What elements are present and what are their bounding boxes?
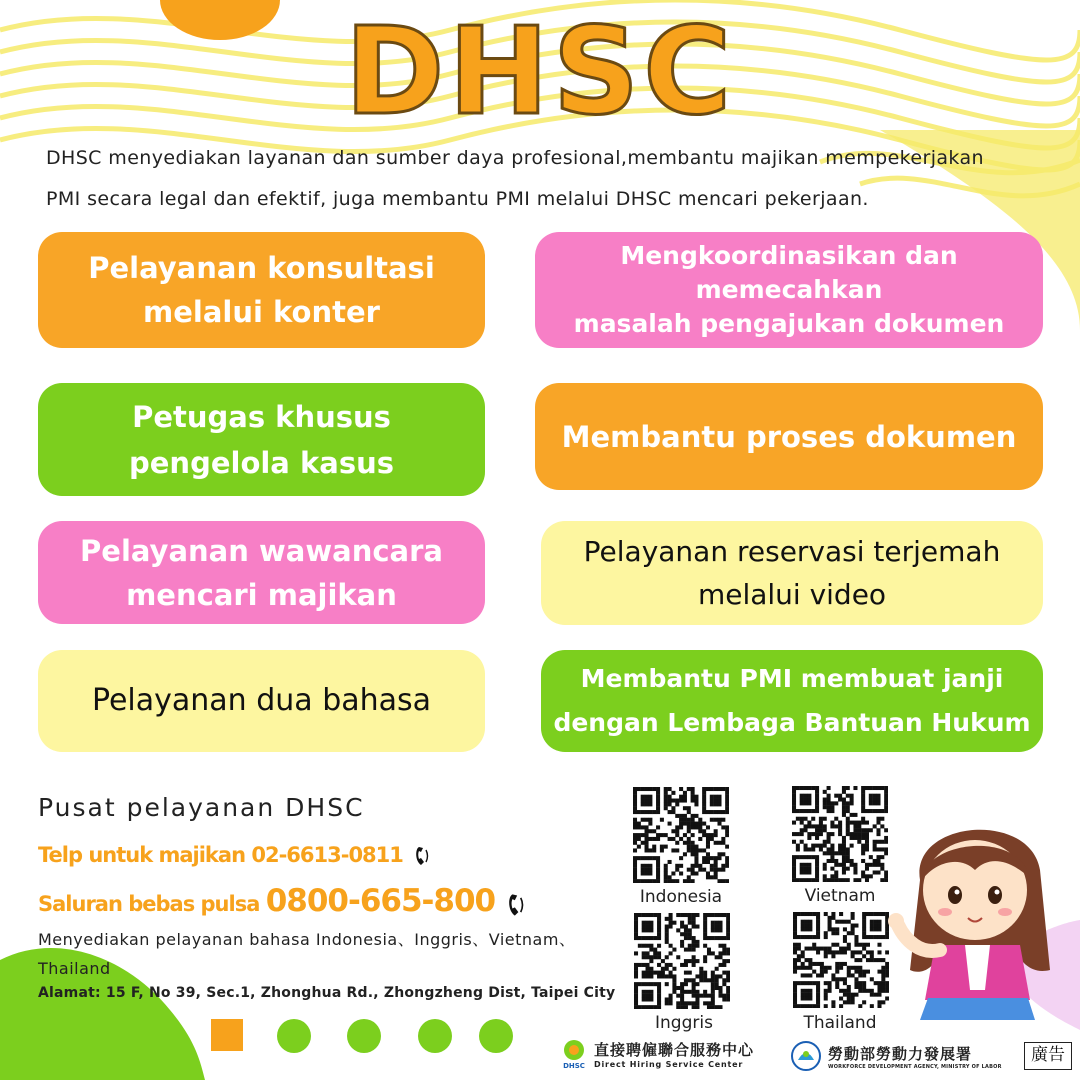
service-card-konsultasi [38, 232, 485, 348]
hotline-number[interactable]: 0800-665-800 [265, 883, 496, 919]
qr-code-indonesia[interactable] [633, 787, 729, 883]
qr-pattern [634, 913, 730, 1009]
qr-label-vietnam: Vietnam [804, 886, 876, 906]
phone-icon [505, 892, 527, 918]
service-label: Petugas khusus pengelola kasus [129, 399, 394, 480]
service-card-petugas [38, 383, 485, 496]
qr-code-thailand[interactable] [793, 912, 889, 1008]
ad-label: 廣告 [1024, 1042, 1072, 1070]
dhsc-logo-mark: DHSC [563, 1062, 585, 1070]
service-card-dokumen [535, 383, 1043, 490]
hotline-label: Saluran bebas pulsa [38, 892, 260, 916]
service-label: Pelayanan reservasi terjemah melalui video [583, 535, 1001, 611]
decor-dot [418, 1019, 452, 1053]
service-label: Pelayanan konsultasi melalui konter [88, 251, 435, 329]
qr-code-inggris[interactable] [634, 913, 730, 1009]
service-label: Membantu PMI membuat janji dengan Lembaga Bantuan Hukum [553, 664, 1031, 737]
language-services: Menyediakan pelayanan bahasa Indonesia、Inggris、Vietnam、Thailand [38, 930, 576, 978]
wda-logo-name: 勞動部勞動力發展署 [828, 1044, 973, 1063]
service-label: Membantu proses dokumen [561, 419, 1017, 454]
service-card-bantuan-hukum [541, 650, 1043, 752]
decor-dot [347, 1019, 381, 1053]
address: Alamat: 15 F, No 39, Sec.1, Zhonghua Rd., Zhongzheng Dist, Taipei City [38, 985, 616, 1001]
qr-pattern [633, 787, 729, 883]
service-center-title: Pusat pelayanan DHSC [38, 793, 365, 822]
service-card-wawancara [38, 521, 485, 624]
mascot-illustration [880, 800, 1080, 1020]
dhsc-logo-icon [560, 1038, 588, 1070]
employer-phone-label: Telp untuk majikan [38, 843, 246, 867]
employer-phone-line [38, 843, 431, 867]
dhsc-logo-english: Direct Hiring Service Center [594, 1060, 744, 1069]
decor-dot [277, 1019, 311, 1053]
service-card-koordinasi [535, 232, 1043, 348]
wda-logo [790, 1040, 1002, 1072]
qr-label-thailand: Thailand [803, 1013, 877, 1033]
dhsc-logo-name: 直接聘僱聯合服務中心 [594, 1041, 755, 1059]
qr-code-vietnam[interactable] [792, 786, 888, 882]
intro-line-2: PMI secara legal dan efektif, juga membantu PMI melalui DHSC mencari pekerjaan. [46, 188, 869, 210]
service-label: Mengkoordinasikan dan memecahkan masalah pengajukan dokumen [573, 241, 1005, 338]
hotline-line [38, 883, 527, 919]
qr-pattern [792, 786, 888, 882]
wda-logo-english: WORKFORCE DEVELOPMENT AGENCY, MINISTRY OF LABOR [828, 1063, 1002, 1070]
service-card-dua-bahasa [38, 650, 485, 752]
intro-text [46, 138, 1056, 220]
page-title: DHSC [344, 3, 736, 142]
service-label: Pelayanan wawancara mencari majikan [80, 533, 443, 612]
service-card-terjemah [541, 521, 1043, 625]
employer-phone-number[interactable]: 02-6613-0811 [251, 843, 403, 867]
phone-icon [413, 845, 431, 867]
service-label: Pelayanan dua bahasa [91, 683, 432, 718]
wda-logo-icon [790, 1040, 822, 1072]
intro-line-1: DHSC menyediakan layanan dan sumber daya profesional,membantu majikan mempekerjakan [46, 147, 984, 169]
qr-label-inggris: Inggris [655, 1013, 713, 1033]
qr-label-indonesia: Indonesia [639, 887, 723, 907]
decor-dot [479, 1019, 513, 1053]
qr-pattern [793, 912, 889, 1008]
decor-square [211, 1019, 243, 1051]
dhsc-logo [560, 1038, 754, 1070]
